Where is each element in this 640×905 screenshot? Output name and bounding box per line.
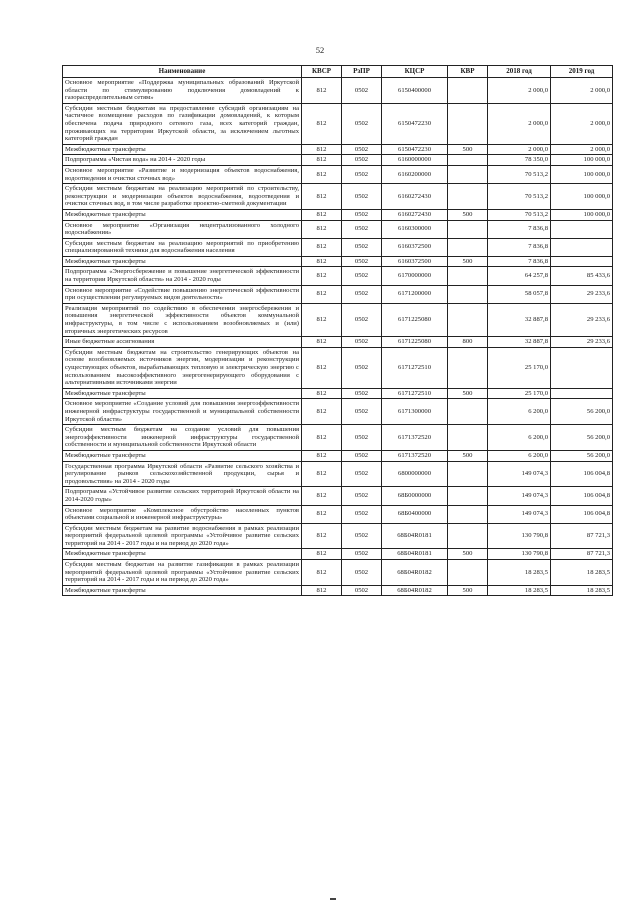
cell-2019: 56 200,0: [551, 450, 613, 461]
cell-2018: 2 000,0: [488, 144, 551, 155]
header-kvsr: КВСР: [302, 66, 342, 78]
cell-name: Подпрограмма «Чистая вода» на 2014 - 2020 годы: [63, 155, 302, 166]
cell-kvsr: 812: [302, 220, 342, 238]
cell-rzpr: 0502: [342, 165, 382, 183]
cell-name: Межбюджетные трансферты: [63, 450, 302, 461]
cell-2018: 2 000,0: [488, 78, 551, 104]
cell-rzpr: 0502: [342, 103, 382, 144]
table-row: [63, 238, 613, 256]
cell-2018: 130 790,8: [488, 523, 551, 549]
cell-2019: 18 283,5: [551, 560, 613, 586]
cell-name: Иные бюджетные ассигнования: [63, 337, 302, 348]
cell-kvr: [448, 184, 488, 210]
cell-2019: 29 233,6: [551, 337, 613, 348]
table-row: [63, 337, 613, 348]
cell-kvr: [448, 347, 488, 388]
cell-rzpr: 0502: [342, 209, 382, 220]
cell-kcsr: 68Б04R0182: [382, 585, 448, 596]
cell-kvsr: 812: [302, 155, 342, 166]
cell-2019: 18 283,5: [551, 585, 613, 596]
cell-2019: 87 721,3: [551, 549, 613, 560]
cell-kvr: 500: [448, 144, 488, 155]
cell-rzpr: 0502: [342, 585, 382, 596]
cell-2019: 2 000,0: [551, 78, 613, 104]
cell-rzpr: 0502: [342, 347, 382, 388]
cell-name: Подпрограмма «Энергосбережение и повышение энергетической эффективности на территории Иркутской области» на 2014 - 2020 годы: [63, 267, 302, 285]
cell-2019: 56 200,0: [551, 425, 613, 451]
cell-name: Подпрограмма «Устойчивое развитие сельских территорий Иркутской области на 2014-2020 годы»: [63, 487, 302, 505]
cell-2019: 29 233,6: [551, 285, 613, 303]
cell-kvr: [448, 523, 488, 549]
cell-kcsr: 68Б0000000: [382, 487, 448, 505]
table-row: [63, 184, 613, 210]
cell-2018: 70 513,2: [488, 184, 551, 210]
page-number: 52: [315, 45, 325, 55]
cell-kvr: 500: [448, 549, 488, 560]
cell-2019: 29 233,6: [551, 303, 613, 336]
cell-kvsr: 812: [302, 103, 342, 144]
cell-kvr: [448, 238, 488, 256]
cell-kcsr: 6171372520: [382, 425, 448, 451]
table-row: [63, 303, 613, 336]
cell-kvsr: 812: [302, 523, 342, 549]
table-row: [63, 144, 613, 155]
cell-2018: 70 513,2: [488, 209, 551, 220]
cell-kcsr: 6160200000: [382, 165, 448, 183]
cell-kvsr: 812: [302, 461, 342, 487]
cell-2019: 2 000,0: [551, 103, 613, 144]
cell-kvsr: 812: [302, 388, 342, 399]
cell-kvsr: 812: [302, 209, 342, 220]
cell-kvr: [448, 267, 488, 285]
cell-kvr: 500: [448, 256, 488, 267]
cell-2018: 32 887,8: [488, 337, 551, 348]
cell-rzpr: 0502: [342, 337, 382, 348]
cell-kvr: [448, 399, 488, 425]
table-row: [63, 155, 613, 166]
cell-kcsr: 6170000000: [382, 267, 448, 285]
cell-kcsr: 6160372500: [382, 256, 448, 267]
cell-2019: [551, 220, 613, 238]
cell-kvsr: 812: [302, 238, 342, 256]
table-body: [63, 78, 613, 596]
cell-kvr: 500: [448, 209, 488, 220]
cell-kcsr: 6150472230: [382, 144, 448, 155]
cell-kvsr: 812: [302, 505, 342, 523]
cell-2019: 106 004,8: [551, 487, 613, 505]
cell-2018: 18 283,5: [488, 585, 551, 596]
header-2018: 2018 год: [488, 66, 551, 78]
cell-2019: [551, 388, 613, 399]
table-row: [63, 388, 613, 399]
cell-kvsr: 812: [302, 450, 342, 461]
table-row: [63, 256, 613, 267]
cell-kvr: 500: [448, 388, 488, 399]
cell-kcsr: 6171372520: [382, 450, 448, 461]
cell-rzpr: 0502: [342, 461, 382, 487]
cell-kvsr: 812: [302, 256, 342, 267]
cell-2018: 58 057,8: [488, 285, 551, 303]
cell-name: Межбюджетные трансферты: [63, 144, 302, 155]
cell-2018: 7 836,8: [488, 238, 551, 256]
cell-2018: 6 200,0: [488, 399, 551, 425]
cell-2019: 106 004,8: [551, 505, 613, 523]
cell-name: Межбюджетные трансферты: [63, 256, 302, 267]
cell-name: Межбюджетные трансферты: [63, 209, 302, 220]
cell-kcsr: 6160300000: [382, 220, 448, 238]
cell-kcsr: 68Б0400000: [382, 505, 448, 523]
cell-2018: 7 836,8: [488, 256, 551, 267]
cell-rzpr: 0502: [342, 505, 382, 523]
cell-2018: 25 170,0: [488, 347, 551, 388]
cell-name: Межбюджетные трансферты: [63, 388, 302, 399]
cell-rzpr: 0502: [342, 78, 382, 104]
cell-kvsr: 812: [302, 549, 342, 560]
cell-rzpr: 0502: [342, 184, 382, 210]
cell-kvr: [448, 285, 488, 303]
table-row: [63, 450, 613, 461]
cell-kcsr: 6160372500: [382, 238, 448, 256]
header-rzpr: РзПР: [342, 66, 382, 78]
table-row: [63, 103, 613, 144]
cell-kvr: [448, 303, 488, 336]
cell-kcsr: 6160272430: [382, 184, 448, 210]
table-row: [63, 78, 613, 104]
table-row: [63, 165, 613, 183]
cell-kvsr: 812: [302, 487, 342, 505]
cell-kvsr: 812: [302, 144, 342, 155]
cell-name: Реализация мероприятий по содействию в обеспечении энергосбережения и повышения энергетической эффективности объектов коммунальной инфраструктуры, в том числе с использованием возобновляемых и (или) вторичных энергетических ресурсов: [63, 303, 302, 336]
cell-kcsr: 6800000000: [382, 461, 448, 487]
cell-2019: [551, 256, 613, 267]
cell-2018: 25 170,0: [488, 388, 551, 399]
cell-kvsr: 812: [302, 78, 342, 104]
cell-rzpr: 0502: [342, 549, 382, 560]
cell-name: Основное мероприятие «Содействие повышению энергетической эффективности при осуществлении регулируемых видов деятельности»: [63, 285, 302, 303]
cell-kvsr: 812: [302, 399, 342, 425]
cell-name: Субсидии местным бюджетам на реализацию мероприятий по строительству, реконструкции и модернизации объектов водоснабжения, водоотведения и очистки сточных вод, в том числе разработке проектно-сметной документации: [63, 184, 302, 210]
cell-kvr: [448, 78, 488, 104]
cell-rzpr: 0502: [342, 155, 382, 166]
cell-name: Субсидии местным бюджетам на развитие газификации в рамках реализации мероприятий федеральной целевой программы «Устойчивое развитие сельских территорий на 2014 - 2017 годы и на период до 2020 года»: [63, 560, 302, 586]
header-kvr: КВР: [448, 66, 488, 78]
cell-2018: 7 836,8: [488, 220, 551, 238]
cell-name: Субсидии местным бюджетам на развитие водоснабжения в рамках реализации мероприятий федеральной целевой программы «Устойчивое развитие сельских территорий на 2014 - 2017 годы и на период до 2020 года»: [63, 523, 302, 549]
cell-2018: 64 257,8: [488, 267, 551, 285]
cell-kcsr: 6150472230: [382, 103, 448, 144]
cell-rzpr: 0502: [342, 399, 382, 425]
cell-kvsr: 812: [302, 285, 342, 303]
cell-name: Межбюджетные трансферты: [63, 549, 302, 560]
cell-kvsr: 812: [302, 165, 342, 183]
cell-name: Основное мероприятие «Организация нецентрализованного холодного водоснабжения»: [63, 220, 302, 238]
cell-kcsr: 6150400000: [382, 78, 448, 104]
cell-rzpr: 0502: [342, 267, 382, 285]
cell-name: Основное мероприятие «Развитие и модернизация объектов водоснабжения, водоотведения и очистки сточных вод»: [63, 165, 302, 183]
cell-kcsr: 6171225080: [382, 303, 448, 336]
cell-2018: 149 074,3: [488, 505, 551, 523]
cell-rzpr: 0502: [342, 388, 382, 399]
cell-kcsr: 6160000000: [382, 155, 448, 166]
cell-kvr: [448, 560, 488, 586]
cell-kcsr: 6171225080: [382, 337, 448, 348]
header-kcsr: КЦСР: [382, 66, 448, 78]
cell-kvr: 500: [448, 450, 488, 461]
table-row: [63, 505, 613, 523]
cell-2018: 6 200,0: [488, 425, 551, 451]
cell-kcsr: 68Б04R0181: [382, 523, 448, 549]
cell-2018: 70 513,2: [488, 165, 551, 183]
cell-kcsr: 6171300000: [382, 399, 448, 425]
cell-rzpr: 0502: [342, 220, 382, 238]
cell-kvsr: 812: [302, 267, 342, 285]
cell-rzpr: 0502: [342, 450, 382, 461]
cell-2019: 87 721,3: [551, 523, 613, 549]
cell-rzpr: 0502: [342, 144, 382, 155]
cell-kvsr: 812: [302, 347, 342, 388]
cell-kvr: [448, 155, 488, 166]
cell-rzpr: 0502: [342, 487, 382, 505]
cell-rzpr: 0502: [342, 238, 382, 256]
cell-name: Основное мероприятие «Создание условий для повышения энергоэффективности инженерной инфраструктуры государственной и муниципальной собственности Иркутской области»: [63, 399, 302, 425]
cell-2018: 2 000,0: [488, 103, 551, 144]
cell-2018: 78 350,0: [488, 155, 551, 166]
cell-name: Государственная программа Иркутской области «Развитие сельского хозяйства и регулирование рынков сельскохозяйственной продукции, сырья и продовольствия» на 2014 - 2020 годы: [63, 461, 302, 487]
cell-2019: 100 000,0: [551, 165, 613, 183]
cell-2019: 100 000,0: [551, 184, 613, 210]
cell-kvsr: 812: [302, 425, 342, 451]
header-name: Наименование: [63, 66, 302, 78]
cell-2019: 106 004,8: [551, 461, 613, 487]
table-row: [63, 347, 613, 388]
cell-2019: 2 000,0: [551, 144, 613, 155]
cell-name: Основное мероприятие «Поддержка муниципальных образований Иркутской области по стимулированию подключения домовладений к газораспределительным сетям»: [63, 78, 302, 104]
cell-kvr: [448, 505, 488, 523]
cell-2019: 100 000,0: [551, 155, 613, 166]
table-row: [63, 220, 613, 238]
cell-2019: [551, 238, 613, 256]
cell-rzpr: 0502: [342, 523, 382, 549]
cell-2018: 32 887,8: [488, 303, 551, 336]
table-row: [63, 425, 613, 451]
cell-rzpr: 0502: [342, 425, 382, 451]
cell-2018: 149 074,3: [488, 487, 551, 505]
table-row: [63, 461, 613, 487]
cell-kcsr: 68Б04R0182: [382, 560, 448, 586]
header-2019: 2019 год: [551, 66, 613, 78]
cell-kvsr: 812: [302, 560, 342, 586]
cell-name: Субсидии местным бюджетам на предоставление субсидий организациям на частичное возмещение расходов по газификации домовладений, к которым обеспечена подача природного сетевого газа, всех категорий граждан, проживающих на территории Иркутской области, за исключением льготных категорий граждан: [63, 103, 302, 144]
cell-rzpr: 0502: [342, 285, 382, 303]
cell-kvsr: 812: [302, 337, 342, 348]
table-row: [63, 399, 613, 425]
cell-rzpr: 0502: [342, 560, 382, 586]
cell-kvr: 800: [448, 337, 488, 348]
cell-kvr: 500: [448, 585, 488, 596]
cell-rzpr: 0502: [342, 303, 382, 336]
cell-kvsr: 812: [302, 585, 342, 596]
cell-kvsr: 812: [302, 303, 342, 336]
cell-2019: [551, 347, 613, 388]
cell-kcsr: 68Б04R0181: [382, 549, 448, 560]
cell-kvr: [448, 425, 488, 451]
table-row: [63, 267, 613, 285]
page-edge-mark: [330, 898, 336, 900]
table-row: [63, 209, 613, 220]
cell-kcsr: 6171272510: [382, 388, 448, 399]
table-row: [63, 549, 613, 560]
budget-table: [62, 65, 613, 596]
cell-2019: 100 000,0: [551, 209, 613, 220]
cell-name: Субсидии местным бюджетам на реализацию мероприятий по приобретению специализированной техники для водоснабжения населения: [63, 238, 302, 256]
cell-2018: 6 200,0: [488, 450, 551, 461]
cell-kvr: [448, 103, 488, 144]
cell-2018: 18 283,5: [488, 560, 551, 586]
cell-name: Основное мероприятие «Комплексное обустройство населенных пунктов объектами социальной и инженерной инфраструктуры»: [63, 505, 302, 523]
table-header-row: [63, 66, 613, 78]
table-row: [63, 560, 613, 586]
table-row: [63, 285, 613, 303]
cell-2018: 130 790,8: [488, 549, 551, 560]
cell-2018: 149 074,3: [488, 461, 551, 487]
table-row: [63, 585, 613, 596]
cell-2019: 56 200,0: [551, 399, 613, 425]
cell-kvsr: 812: [302, 184, 342, 210]
cell-name: Межбюджетные трансферты: [63, 585, 302, 596]
table-row: [63, 523, 613, 549]
cell-kcsr: 6160272430: [382, 209, 448, 220]
cell-kvr: [448, 165, 488, 183]
cell-2019: 85 433,6: [551, 267, 613, 285]
cell-kvr: [448, 220, 488, 238]
cell-kcsr: 6171200000: [382, 285, 448, 303]
cell-name: Субсидии местным бюджетам на создание условий для повышения энергоэффективности инженерной инфраструктуры государственной собственности и муниципальной собственности Иркутской области: [63, 425, 302, 451]
cell-name: Субсидии местным бюджетам на строительство генерирующих объектов на основе возобновляемых источников энергии, модернизации и реконструкции существующих объектов, вырабатывающих тепловую и электрическую энергию с использованием высокоэффективного энергогенерирующего оборудования с альтернативными источниками энергии: [63, 347, 302, 388]
cell-kvr: [448, 461, 488, 487]
table-row: [63, 487, 613, 505]
cell-rzpr: 0502: [342, 256, 382, 267]
cell-kvr: [448, 487, 488, 505]
cell-kcsr: 6171272510: [382, 347, 448, 388]
